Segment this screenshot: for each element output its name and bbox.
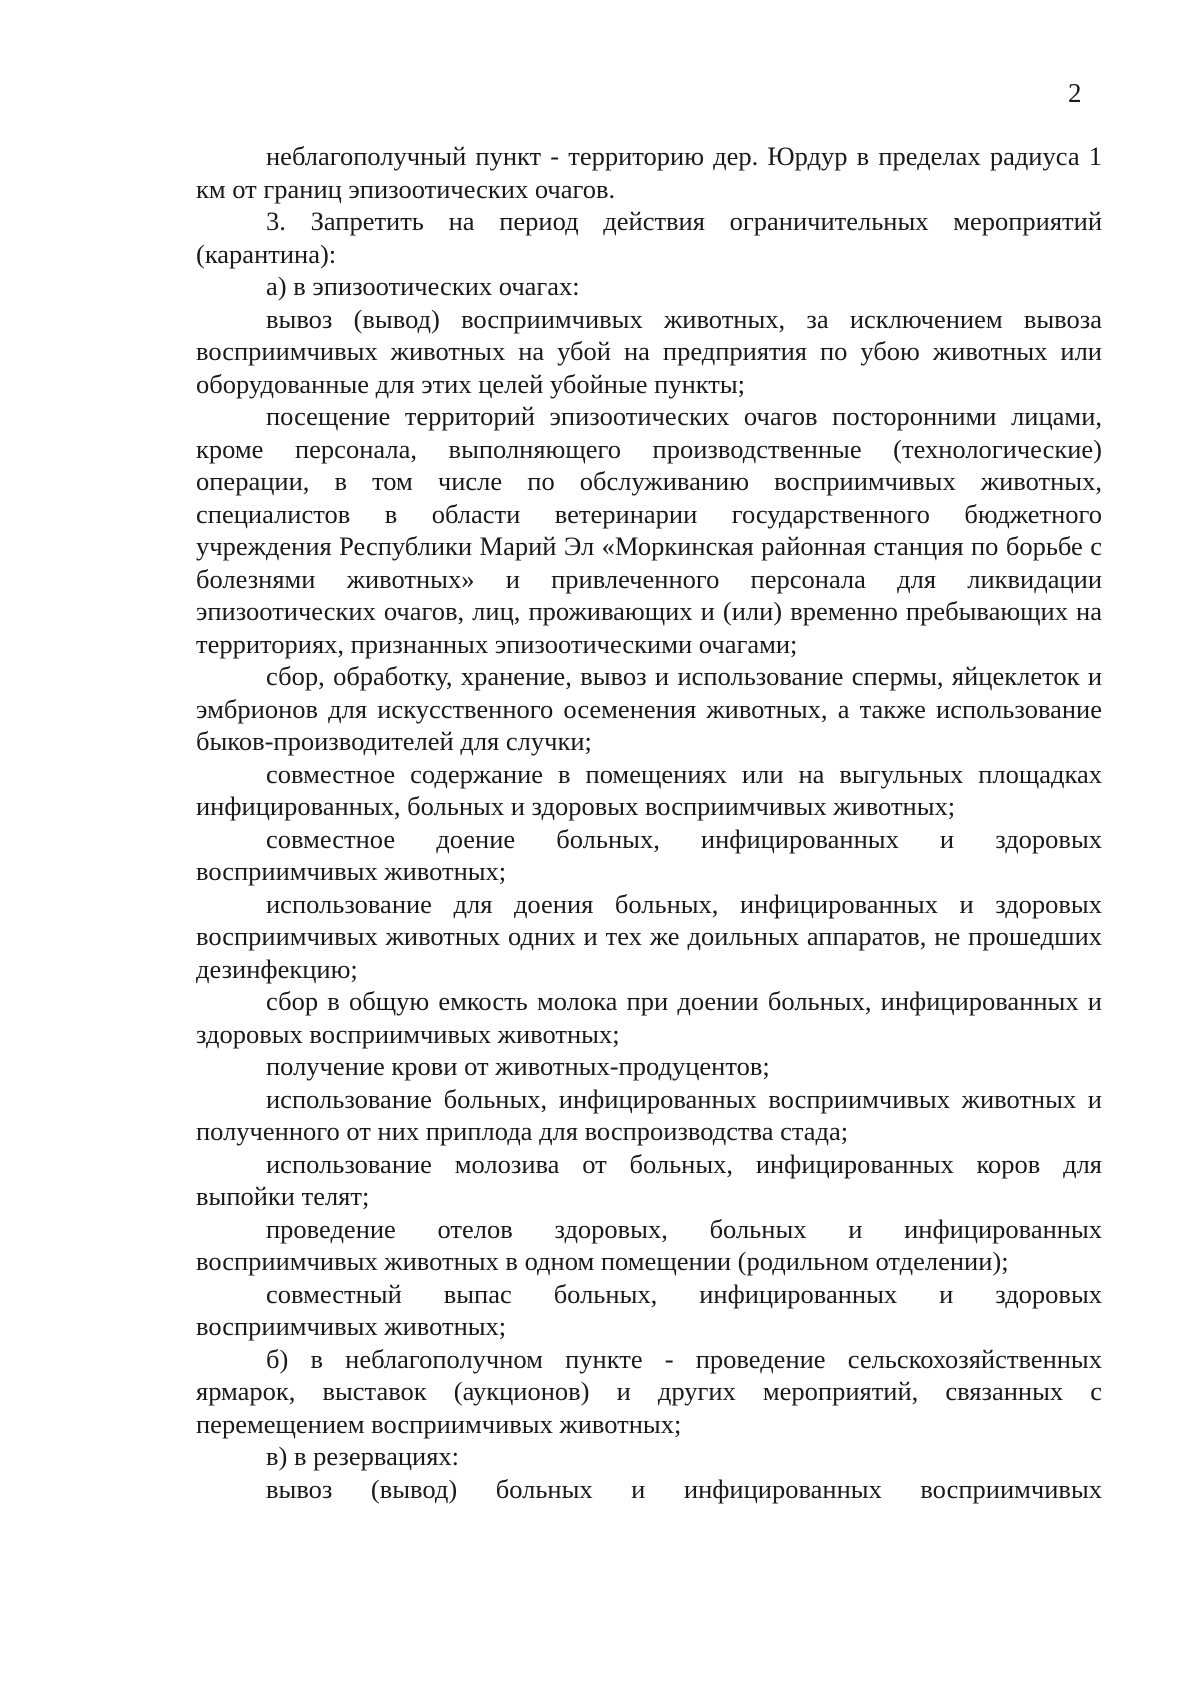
paragraph-item-3: 3. Запретить на период действия ограничительных мероприятий (карантина): bbox=[196, 206, 1102, 269]
paragraph-ban-milking-machines: использование для доения больных, инфицированных и здоровых восприимчивых животных одних и тех же доильных аппаратов, не прошедших дезинфекцию; bbox=[196, 888, 1102, 984]
paragraph-ban-reproduction: использование больных, инфицированных восприимчивых животных и полученного от них приплода для воспроизводства стада; bbox=[196, 1083, 1102, 1146]
paragraph-ban-blood: получение крови от животных-продуцентов; bbox=[266, 1051, 770, 1081]
paragraph-ban-joint-keeping: совместное содержание в помещениях или на выгульных площадках инфицированных, больных и здоровых восприимчивых животных; bbox=[196, 758, 1102, 821]
paragraph-ban-calving: проведение отелов здоровых, больных и инфицированных восприимчивых животных в одном помещении (родильном отделении); bbox=[196, 1213, 1102, 1276]
paragraph-ban-colostrum: использование молозива от больных, инфицированных коров для выпойки телят; bbox=[196, 1148, 1102, 1211]
paragraph-ban-export-sick: вывоз (вывод) больных и инфицированных восприимчивых bbox=[266, 1473, 1102, 1504]
paragraph-subitem-a: а) в эпизоотических очагах: bbox=[266, 271, 580, 301]
paragraph-ban-joint-milking: совместное доение больных, инфицированных и здоровых восприимчивых животных; bbox=[196, 823, 1102, 886]
document-body bbox=[196, 140, 1102, 1505]
paragraph-ban-sperm: сбор, обработку, хранение, вывоз и использование спермы, яйцеклеток и эмбрионов для искусственного осеменения животных, а также использование быков-производителей для случки; bbox=[196, 661, 1102, 756]
paragraph-ban-milk-collection: сбор в общую емкость молока при доении больных, инфицированных и здоровых восприимчивых животных; bbox=[196, 986, 1102, 1049]
page-number: 2 bbox=[1068, 78, 1082, 108]
paragraph-ban-visits: посещение территорий эпизоотических очагов посторонними лицами, кроме персонала, выполняющего производственные (технологические) операции, в том числе по обслуживанию восприимчивых животных, специалистов в области ветеринарии государственного бюджетного учреждения Республики Марий Эл «Моркинская районная станция по борьбе с болезнями животных» и привлеченного персонала для ликвидации эпизоотических очагов, лиц, проживающих и (или) временно пребывающих на территориях, признанных эпизоотическими очагами; bbox=[196, 401, 1102, 659]
paragraph-ban-grazing: совместный выпас больных, инфицированных и здоровых восприимчивых животных; bbox=[196, 1278, 1102, 1341]
paragraph-subitem-v: в) в резервациях: bbox=[266, 1441, 460, 1471]
paragraph-subitem-b: б) в неблагополучном пункте - проведение сельскохозяйственных ярмарок, выставок (аукционов) и других мероприятий, связанных с перемещением восприимчивых животных; bbox=[196, 1343, 1102, 1439]
paragraph-ban-export: вывоз (вывод) восприимчивых животных, за исключением вывоза восприимчивых животных на убой на предприятия по убою животных или оборудованные для этих целей убойные пункты; bbox=[196, 303, 1102, 399]
paragraph-quarantine-area: неблагополучный пункт - территорию дер. Юрдур в пределах радиуса 1 км от границ эпизоотических очагов. bbox=[196, 141, 1102, 204]
